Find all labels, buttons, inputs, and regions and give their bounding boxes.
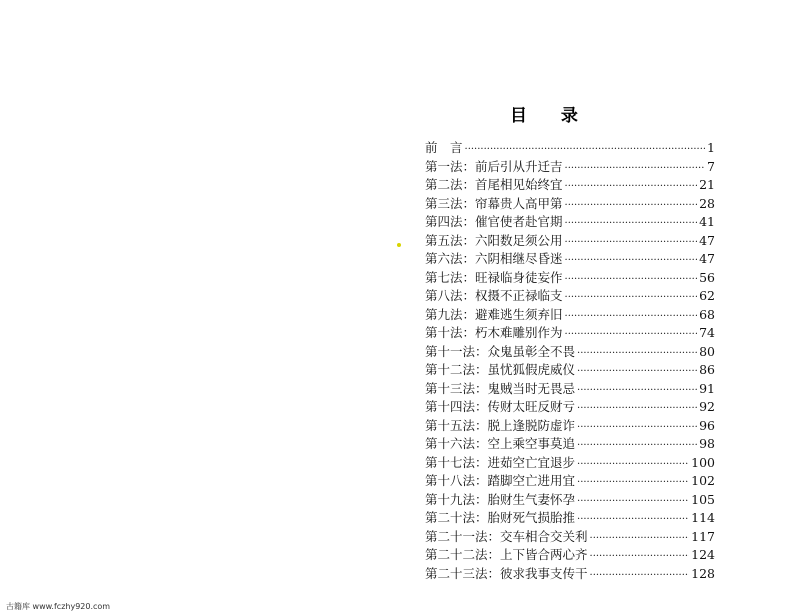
- toc-entry-page: 92: [699, 399, 715, 414]
- toc-leader-dots: [565, 197, 698, 216]
- toc-leader-dots: [565, 160, 706, 179]
- table-of-contents: [425, 139, 715, 583]
- toc-entry: [425, 472, 715, 491]
- toc-entry: [425, 324, 715, 343]
- toc-entry: [425, 195, 715, 214]
- toc-leader-dots: [565, 289, 698, 308]
- scan-speck: [397, 243, 401, 247]
- toc-entry: [425, 158, 715, 177]
- toc-entry-label: 第四法：催官使者赴官期: [425, 214, 563, 229]
- toc-entry-label: 第十三法：鬼贼当时无畏忌: [425, 380, 576, 396]
- toc-entry: [425, 250, 715, 269]
- toc-entry: [425, 139, 715, 158]
- toc-entry-page: 80: [699, 343, 715, 359]
- toc-leader-dots: [577, 474, 689, 493]
- toc-leader-dots: [590, 530, 690, 549]
- toc-entry-page: 1: [707, 140, 715, 155]
- toc-entry-label: 第二十三法：彼求我事支传干: [425, 565, 588, 581]
- toc-entry-label: 第十四法：传财太旺反财亏: [425, 399, 576, 414]
- toc-entry-page: 56: [699, 269, 715, 285]
- toc-entry: [425, 491, 715, 510]
- toc-entry-label: 第十法：朽木难雕别作为: [425, 325, 563, 340]
- toc-entry: [425, 565, 715, 584]
- toc-entry: [425, 176, 715, 195]
- toc-entry-page: 105: [691, 491, 715, 507]
- toc-leader-dots: [577, 400, 697, 419]
- toc-leader-dots: [577, 437, 697, 456]
- toc-entry-label: 第十二法：虽忧狐假虎威仪: [425, 362, 576, 377]
- toc-leader-dots: [577, 493, 689, 512]
- toc-entry-label: 前 言: [425, 140, 463, 155]
- page-title: 目 录: [510, 106, 592, 126]
- toc-leader-dots: [565, 271, 698, 290]
- toc-entry-label: 第九法：避难逃生须弃旧: [425, 306, 563, 322]
- toc-leader-dots: [565, 178, 698, 197]
- toc-entry: [425, 417, 715, 436]
- toc-entry: [425, 546, 715, 565]
- toc-entry: [425, 509, 715, 528]
- toc-entry: [425, 343, 715, 362]
- toc-leader-dots: [577, 419, 697, 438]
- toc-entry-page: 128: [691, 565, 715, 581]
- toc-leader-dots: [565, 252, 698, 271]
- toc-entry-page: 114: [691, 510, 715, 525]
- toc-entry-page: 117: [691, 528, 715, 544]
- toc-entry-label: 第八法：权摄不正禄临支: [425, 288, 563, 303]
- toc-entry-page: 47: [699, 232, 715, 248]
- toc-leader-dots: [577, 382, 697, 401]
- toc-entry-label: 第十九法：胎财生气妻怀孕: [425, 491, 576, 507]
- toc-leader-dots: [565, 234, 698, 253]
- toc-entry-page: 62: [699, 288, 715, 303]
- toc-leader-dots: [565, 215, 698, 234]
- toc-entry-page: 74: [699, 325, 715, 340]
- toc-entry-page: 96: [699, 417, 715, 433]
- toc-entry-label: 第三法：帘幕贵人高甲第: [425, 195, 563, 211]
- toc-leader-dots: [577, 456, 689, 475]
- toc-leader-dots: [577, 345, 697, 364]
- toc-leader-dots: [590, 548, 690, 567]
- toc-entry-page: 100: [691, 454, 715, 470]
- toc-leader-dots: [565, 308, 698, 327]
- toc-entry-label: 第六法：六阴相继尽昏迷: [425, 251, 563, 266]
- toc-entry-label: 第十五法：脱上逢脱防虚诈: [425, 417, 576, 433]
- toc-entry-label: 第二十二法：上下皆合两心齐: [425, 547, 588, 562]
- toc-entry-page: 47: [699, 251, 715, 266]
- toc-entry-page: 21: [699, 177, 715, 192]
- toc-entry-label: 第七法：旺禄临身徒妄作: [425, 269, 563, 285]
- toc-entry-label: 第五法：六阳数足须公用: [425, 232, 563, 248]
- toc-entry-label: 第一法：前后引从升迁吉: [425, 158, 563, 174]
- toc-entry-page: 28: [699, 195, 715, 211]
- toc-entry: [425, 528, 715, 547]
- toc-entry-label: 第十八法：踏脚空亡进用宜: [425, 473, 576, 488]
- toc-entry: [425, 306, 715, 325]
- toc-entry: [425, 398, 715, 417]
- toc-leader-dots: [577, 363, 697, 382]
- toc-entry-page: 68: [699, 306, 715, 322]
- toc-entry: [425, 232, 715, 251]
- toc-entry: [425, 361, 715, 380]
- toc-entry-page: 98: [699, 436, 715, 451]
- toc-entry: [425, 287, 715, 306]
- toc-entry-page: 102: [691, 473, 715, 488]
- toc-entry-label: 第二十法：胎财死气损胎推: [425, 510, 576, 525]
- watermark-footer: 古籍库 www.fczhy920.com: [6, 602, 111, 611]
- toc-entry-page: 86: [699, 362, 715, 377]
- toc-entry-label: 第十七法：进茹空亡宜退步: [425, 454, 576, 470]
- toc-entry-page: 41: [699, 214, 715, 229]
- toc-entry-label: 第二法：首尾相见始终宜: [425, 177, 563, 192]
- toc-leader-dots: [565, 326, 698, 345]
- toc-entry: [425, 435, 715, 454]
- toc-entry: [425, 380, 715, 399]
- toc-entry: [425, 213, 715, 232]
- toc-entry: [425, 269, 715, 288]
- toc-entry-page: 91: [699, 380, 715, 396]
- toc-entry-label: 第十六法：空上乘空事莫追: [425, 436, 576, 451]
- toc-entry-label: 第十一法：众鬼虽彰全不畏: [425, 343, 576, 359]
- toc-entry-label: 第二十一法：交车相合交关利: [425, 528, 588, 544]
- toc-entry-page: 7: [707, 158, 715, 174]
- toc-leader-dots: [577, 511, 689, 530]
- toc-leader-dots: [590, 567, 690, 586]
- toc-entry-page: 124: [691, 547, 715, 562]
- toc-entry: [425, 454, 715, 473]
